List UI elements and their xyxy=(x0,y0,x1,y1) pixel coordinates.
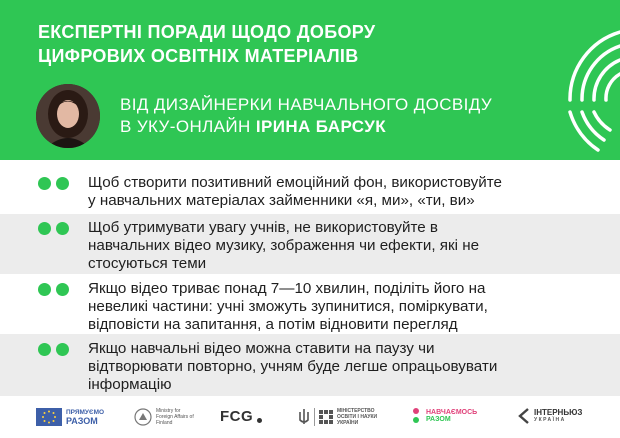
tip-line: невеликі частини: учні зможуть зупинитися, поміркувати, xyxy=(88,298,488,315)
logo4-text: МІНІСТЕРСТВО ОСВІТИ І НАУКИ УКРАЇНИ xyxy=(337,408,378,426)
logo-fcg xyxy=(220,408,262,425)
partner-logos xyxy=(0,398,620,438)
tip-line: Якщо відео триває понад 7—10 хвилин, поділіть його на xyxy=(88,280,486,297)
logo-pryamuiemo-razom xyxy=(36,408,104,426)
bullet-dots-icon xyxy=(38,343,69,356)
logo6-top: ІНТЕРНЬЮЗ xyxy=(534,408,583,417)
credit-line-1: ВІД ДИЗАЙНЕРКИ НАВЧАЛЬНОГО ДОСВІДУ xyxy=(120,95,493,114)
trident-icon xyxy=(298,408,310,426)
tip-line: у навчальних матеріалах займенники «я, ми», «ти, ви» xyxy=(88,192,475,209)
logo6-bottom: УКРАЇНА xyxy=(534,417,566,423)
bullet-dots-icon xyxy=(38,222,69,235)
author-credit xyxy=(120,94,540,138)
logo-divider xyxy=(314,408,315,426)
logo3-text: FCG xyxy=(220,408,254,425)
tip-line: інформацію xyxy=(88,376,172,393)
bullet-dots-icon xyxy=(38,177,69,190)
tip-item xyxy=(0,334,620,396)
tip-line: Якщо навчальні відео можна ставити на паузу чи xyxy=(88,340,435,357)
logo5-bottom: РАЗОМ xyxy=(426,416,451,423)
logo2-text: Ministry for Foreign Affairs of Finland xyxy=(156,408,194,426)
decorative-rings-icon xyxy=(500,0,620,160)
logo1-top: ПРЯМУЄМО xyxy=(66,408,105,416)
page-title xyxy=(38,20,458,68)
logo5-top: НАВЧАЄМОСЬ xyxy=(426,409,478,416)
tip-line: Щоб створити позитивний емоційний фон, використовуйте xyxy=(88,174,502,191)
logo-ministry-education xyxy=(298,408,381,426)
author-name: ІРИНА БАРСУК xyxy=(255,117,386,136)
title-line-1: ЕКСПЕРТНІ ПОРАДИ ЩОДО ДОБОРУ xyxy=(38,22,376,42)
tip-item xyxy=(0,274,620,334)
credit-prefix: В УКУ-ОНЛАЙН xyxy=(120,117,256,136)
bullet-dots-icon xyxy=(38,283,69,296)
finland-emblem-icon xyxy=(134,408,152,426)
grid-mark-icon xyxy=(319,410,333,424)
title-line-2: ЦИФРОВИХ ОСВІТНІХ МАТЕРІАЛІВ xyxy=(38,46,359,66)
tip-line: відповісти на запитання, а потім відновити перегляд xyxy=(88,316,458,333)
tip-item xyxy=(0,214,620,274)
tip-item xyxy=(0,168,620,214)
tips-list xyxy=(0,168,620,396)
internews-arrow-icon xyxy=(518,408,530,424)
logo-navchaiemos-razom xyxy=(410,406,477,426)
header-banner xyxy=(0,0,620,160)
tip-line: стосуються теми xyxy=(88,255,207,272)
heart-drops-icon xyxy=(410,406,422,426)
tip-line: Щоб утримувати увагу учнів, не використовуйте в xyxy=(88,219,438,236)
eu-flag-icon xyxy=(36,408,62,426)
credit-line-2 xyxy=(120,116,540,138)
tip-line: відтворювати повторно, учням буде легше опрацьовувати xyxy=(88,358,498,375)
author-avatar xyxy=(36,84,100,148)
fcg-dot-icon xyxy=(257,418,262,423)
logo-internews xyxy=(518,408,582,424)
logo1-bottom: РАЗОМ xyxy=(66,415,98,426)
tip-line: навчальних відео музику, зображення чи ефекти, які не xyxy=(88,237,480,254)
logo-finland-mfa xyxy=(134,408,198,426)
